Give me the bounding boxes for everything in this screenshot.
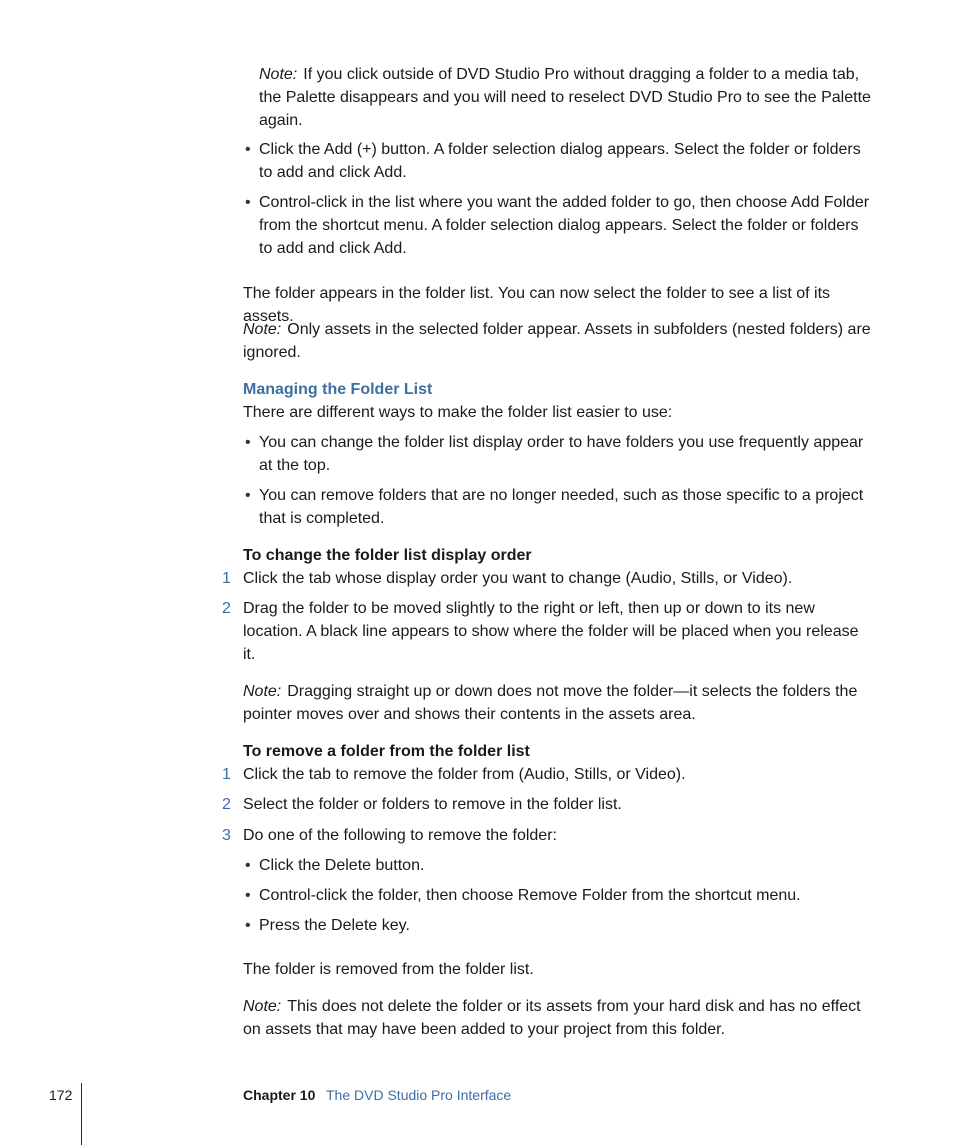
- note-label: Note:: [259, 66, 298, 83]
- section-bullet-2: You can remove folders that are no longer needed, such as those specific to a project that is completed.: [259, 487, 864, 527]
- step-number: 3: [222, 827, 231, 844]
- note-assets: [243, 318, 874, 364]
- note-no-delete-text: This does not delete the folder or its assets from your hard disk and has no effect on assets that may have been added to your project from this folder.: [243, 998, 861, 1038]
- chapter-label: Chapter 10: [243, 1087, 316, 1103]
- intro-note: [259, 63, 874, 132]
- note-label: Note:: [243, 998, 282, 1015]
- remove-sub-bullet-1: Click the Delete button.: [259, 857, 425, 874]
- section-bullet-1: You can change the folder list display order to have folders you use frequently appear at the top.: [259, 434, 864, 474]
- note-label: Note:: [243, 321, 282, 338]
- order-step-2: Drag the folder to be moved slightly to the right or left, then up or down to its new location. A black line appears to show where the folder will be placed when you release it.: [243, 600, 859, 663]
- step-number: 1: [222, 570, 231, 587]
- note-label: Note:: [243, 683, 282, 700]
- bullet-marker: •: [245, 194, 251, 211]
- bullet-marker: •: [245, 887, 251, 904]
- note-dragging: [243, 680, 874, 726]
- remove-step-3: Do one of the following to remove the folder:: [243, 827, 557, 844]
- task-heading-change-order: To change the folder list display order: [243, 547, 532, 564]
- add-bullet-1: Click the Add (+) button. A folder selection dialog appears. Select the folder or folders to add and click Add.: [259, 141, 861, 181]
- bullet-marker: •: [245, 141, 251, 158]
- step-number: 2: [222, 796, 231, 813]
- bullet-marker: •: [245, 917, 251, 934]
- page-number: 172: [49, 1087, 73, 1103]
- note-no-delete: [243, 995, 874, 1041]
- remove-step-2: Select the folder or folders to remove in the folder list.: [243, 796, 622, 813]
- step-number: 1: [222, 766, 231, 783]
- remove-step-1: Click the tab to remove the folder from (Audio, Stills, or Video).: [243, 766, 686, 783]
- note-dragging-text: Dragging straight up or down does not move the folder—it selects the folders the pointer moves over and shows their contents in the assets area.: [243, 683, 858, 723]
- footer-divider: [81, 1083, 82, 1145]
- folder-appears-text: The folder appears in the folder list. You can now select the folder to see a list of its assets.: [243, 285, 831, 325]
- remove-result: The folder is removed from the folder list.: [243, 961, 534, 978]
- task-heading-remove-folder: To remove a folder from the folder list: [243, 743, 530, 760]
- bullet-marker: •: [245, 857, 251, 874]
- step-number: 2: [222, 600, 231, 617]
- chapter-title: The DVD Studio Pro Interface: [326, 1087, 512, 1103]
- order-step-1: Click the tab whose display order you want to change (Audio, Stills, or Video).: [243, 570, 793, 587]
- remove-sub-bullet-2: Control-click the folder, then choose Remove Folder from the shortcut menu.: [259, 887, 801, 904]
- remove-sub-bullet-3: Press the Delete key.: [259, 917, 410, 934]
- section-heading: Managing the Folder List: [243, 381, 433, 398]
- bullet-marker: •: [245, 434, 251, 451]
- section-intro: There are different ways to make the folder list easier to use:: [243, 404, 673, 421]
- intro-note-text: If you click outside of DVD Studio Pro without dragging a folder to a media tab, the Palette disappears and you will need to reselect DVD Studio Pro to see the Palette again.: [259, 66, 871, 129]
- add-bullet-2: Control-click in the list where you want the added folder to go, then choose Add Folder from the shortcut menu. A folder selection dialog appears. Select the folder or folders to add and click Add.: [259, 194, 870, 257]
- note-assets-text: Only assets in the selected folder appear. Assets in subfolders (nested folders) are ignored.: [243, 321, 871, 361]
- bullet-marker: •: [245, 487, 251, 504]
